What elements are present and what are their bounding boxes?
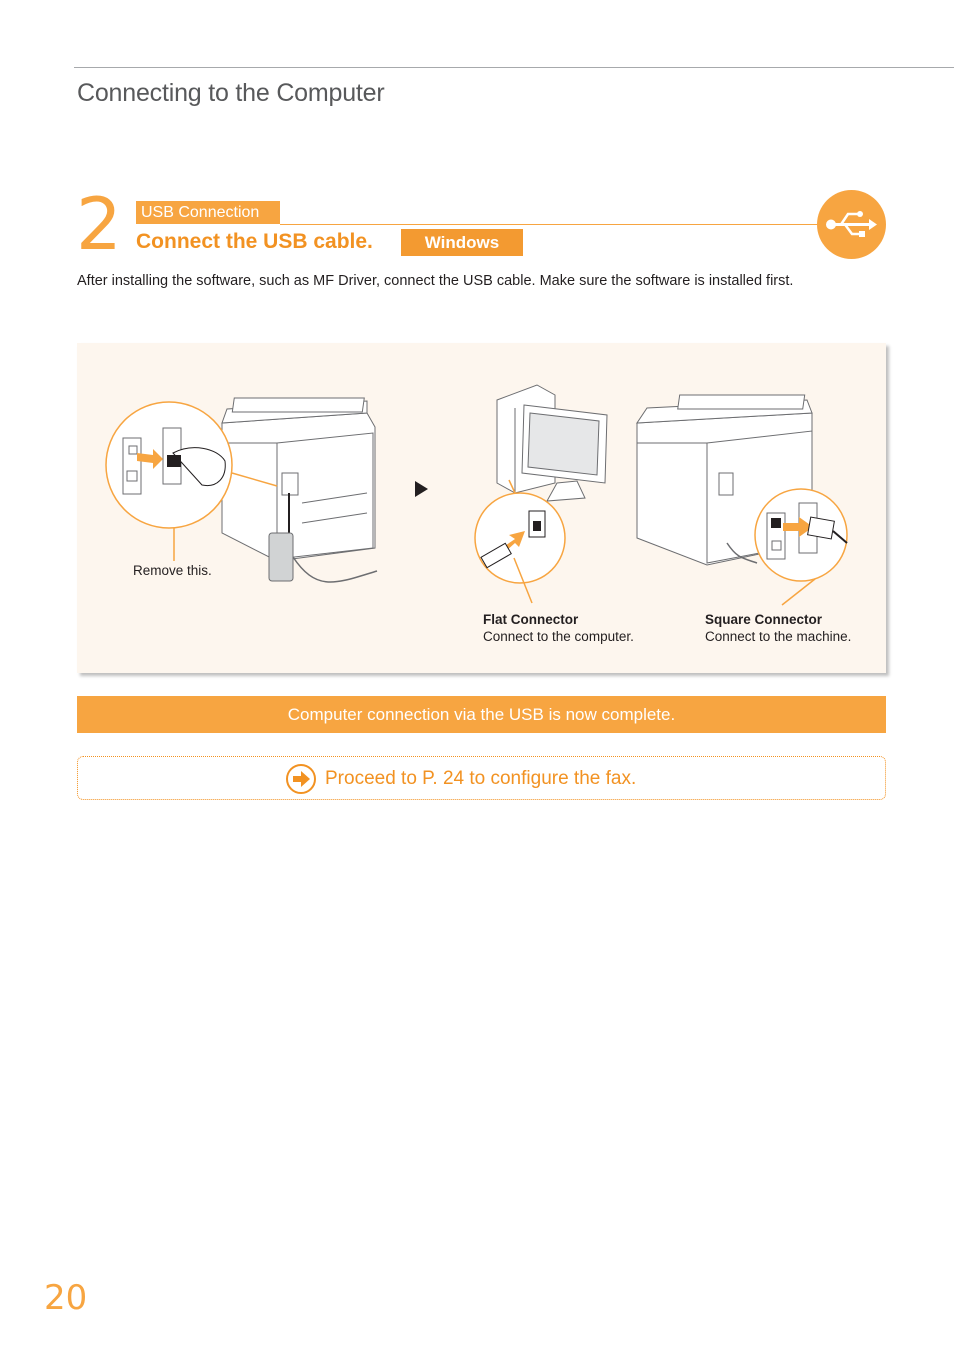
proceed-link[interactable] xyxy=(77,756,886,800)
flat-connector-label xyxy=(483,611,634,645)
page-title: Connecting to the Computer xyxy=(77,79,385,107)
flat-connector-title: Flat Connector xyxy=(483,612,579,627)
proceed-inner xyxy=(285,765,636,793)
step-rule xyxy=(280,224,820,225)
arrow-right-icon xyxy=(285,763,317,795)
flat-connector-desc: Connect to the computer. xyxy=(483,629,634,644)
square-connector-title: Square Connector xyxy=(705,612,823,627)
step-tag: USB Connection xyxy=(136,201,280,224)
complete-message: Computer connection via the USB is now complete. xyxy=(77,696,886,733)
page-number: 20 xyxy=(44,1278,88,1318)
usb-icon xyxy=(817,190,886,259)
os-badge: Windows xyxy=(401,229,523,256)
intro-text: After installing the software, such as MF Driver, connect the USB cable. Make sure the software is installed first. xyxy=(77,273,794,289)
remove-label: Remove this. xyxy=(133,563,212,578)
square-connector-label xyxy=(705,611,851,645)
proceed-text[interactable]: Proceed to P. 24 to configure the fax. xyxy=(325,768,637,789)
square-connector-desc: Connect to the machine. xyxy=(705,629,852,644)
play-arrow-icon xyxy=(415,481,428,497)
top-rule xyxy=(74,67,954,68)
step-number: 2 xyxy=(76,182,122,266)
illustration-panel xyxy=(77,343,886,673)
step-title: Connect the USB cable. xyxy=(136,230,373,253)
